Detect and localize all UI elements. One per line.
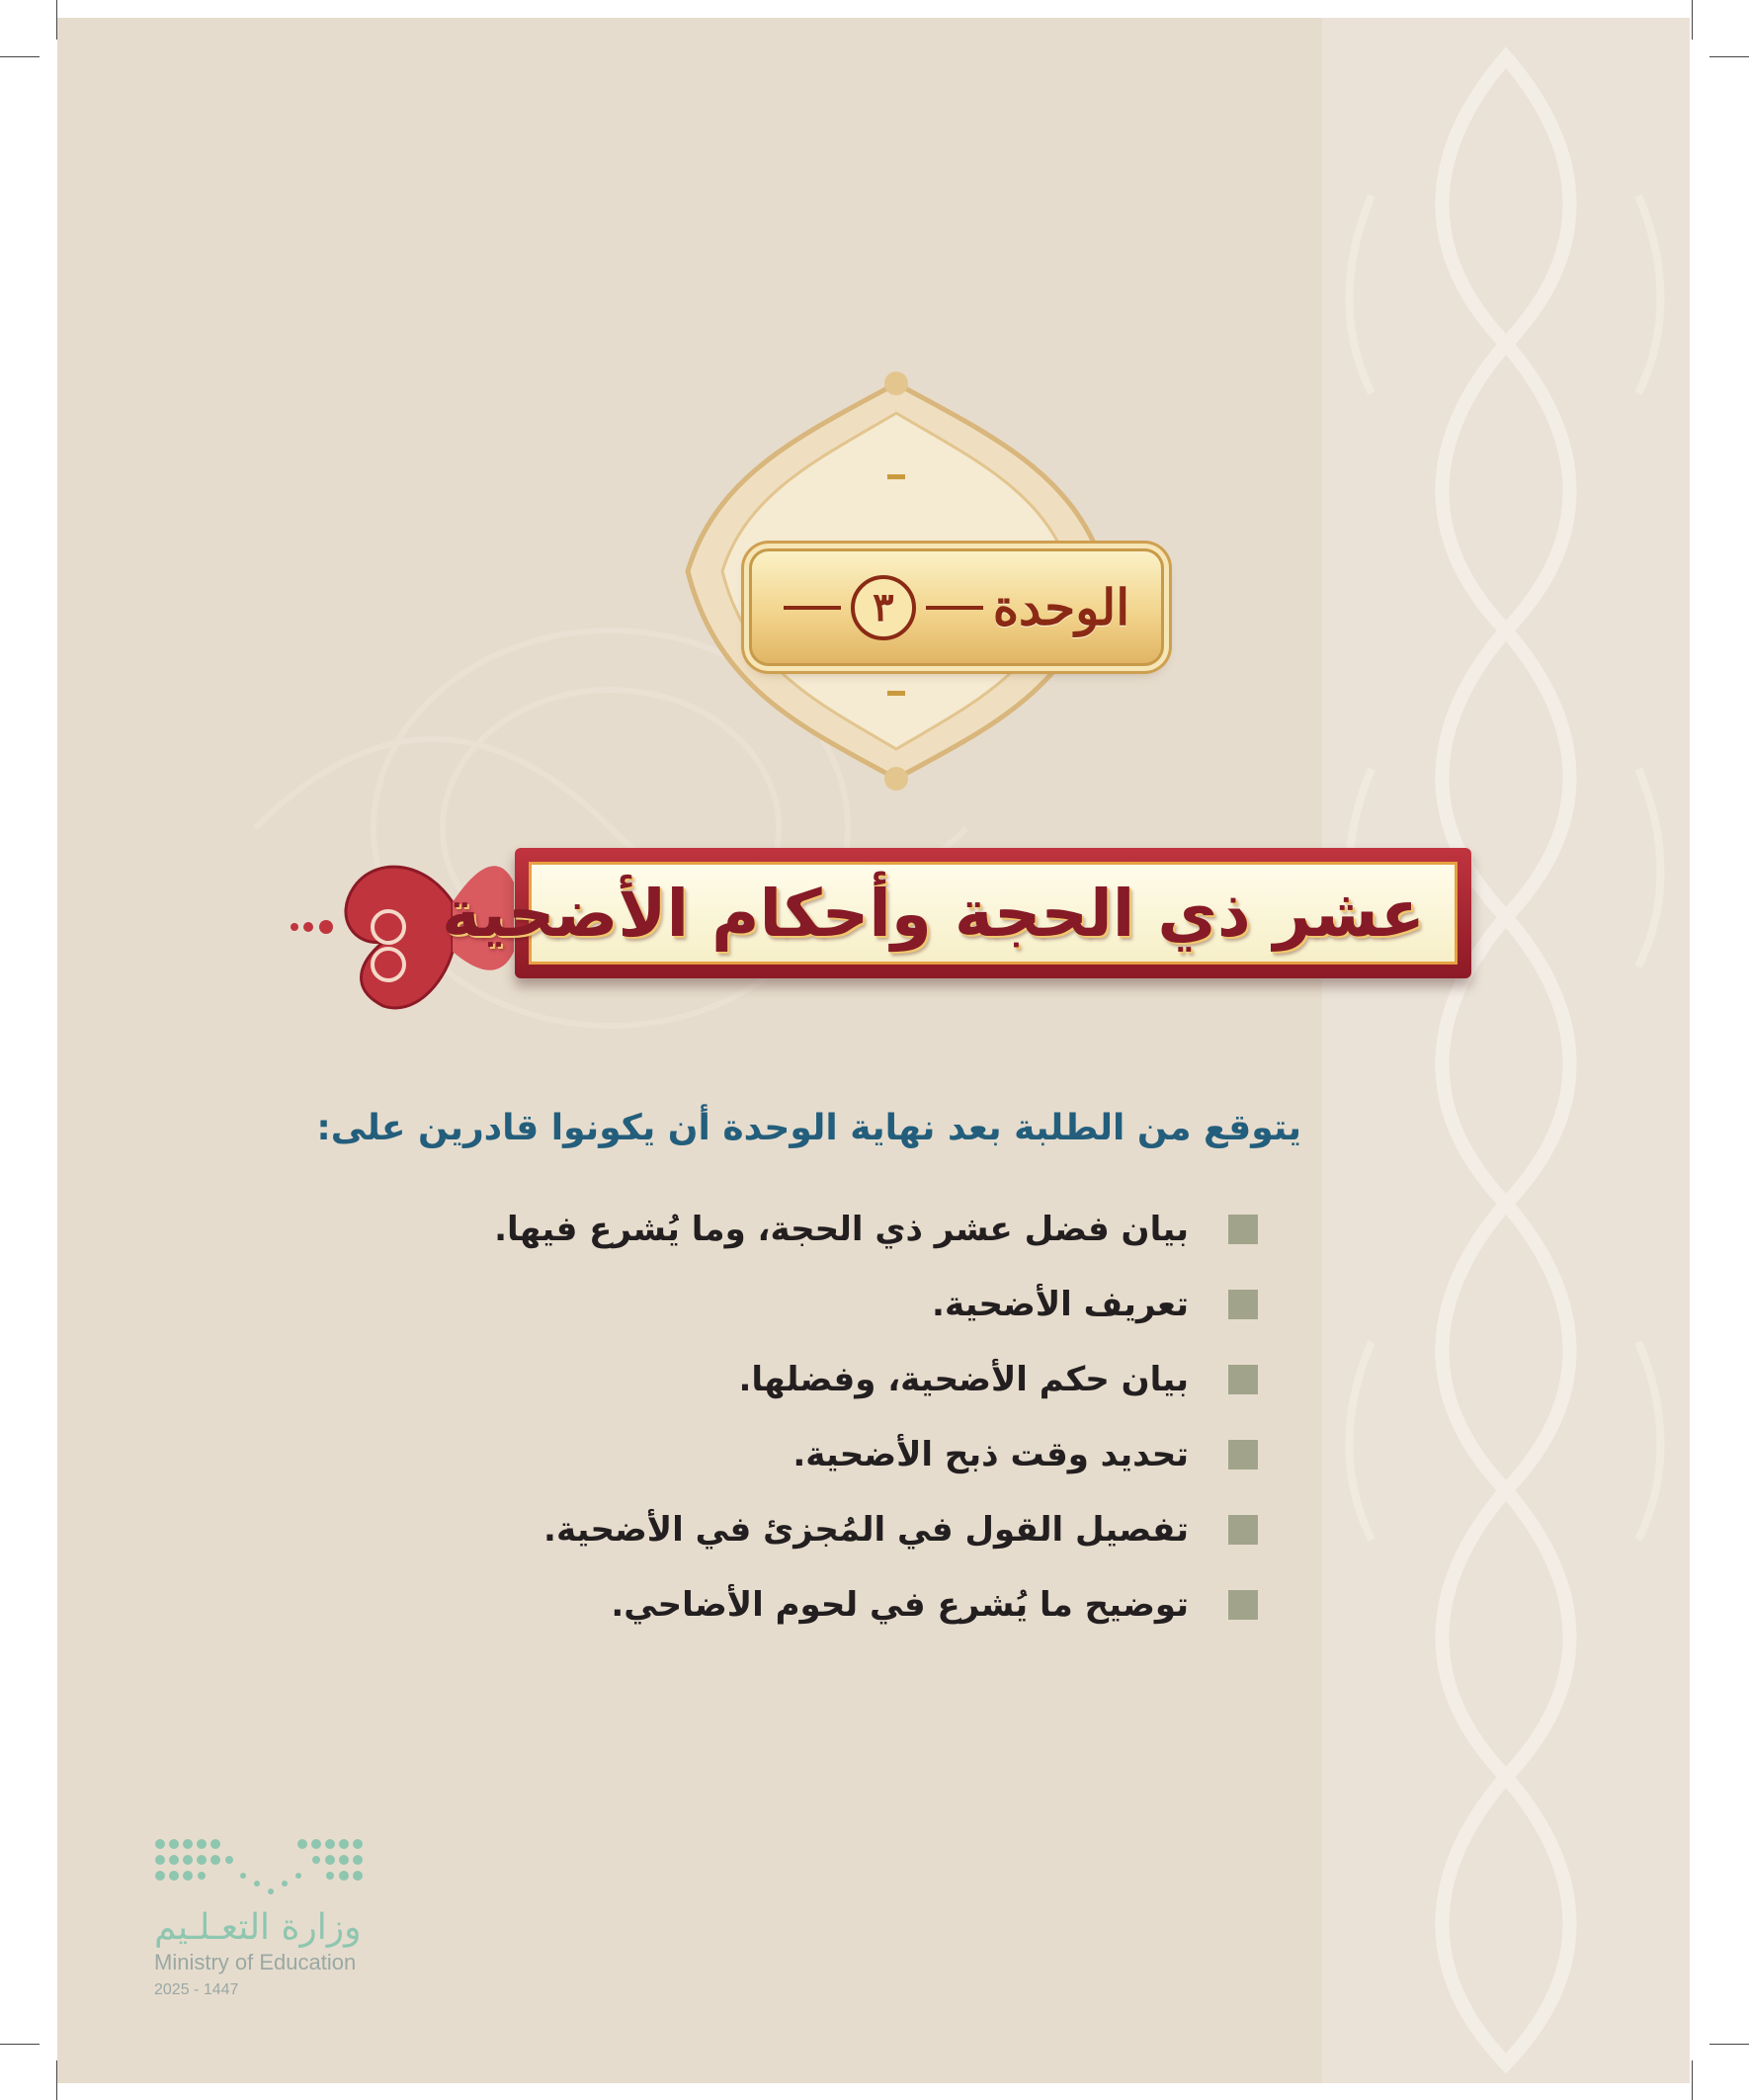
objective-text: تحديد وقت ذبح الأضحية. bbox=[792, 1435, 1189, 1474]
unit-word: الوحدة bbox=[992, 578, 1130, 636]
book-page bbox=[57, 18, 1690, 2083]
square-bullet-icon bbox=[1228, 1440, 1258, 1470]
unit-divider bbox=[784, 606, 841, 610]
ministry-name-english: Ministry of Education bbox=[154, 1950, 357, 1974]
unit-badge bbox=[749, 548, 1164, 666]
unit-label bbox=[784, 575, 1129, 640]
objective-text: بيان فضل عشر ذي الحجة، وما يُشرع فيها. bbox=[494, 1210, 1189, 1249]
crop-mark bbox=[1709, 2044, 1749, 2045]
ministry-logo-dots-icon bbox=[154, 1838, 364, 1899]
objective-item bbox=[494, 1417, 1258, 1492]
objective-text: بيان حكم الأضحية، وفضلها. bbox=[738, 1360, 1189, 1399]
square-bullet-icon bbox=[1228, 1365, 1258, 1394]
objective-text: توضيح ما يُشرع في لحوم الأضاحي. bbox=[611, 1585, 1189, 1625]
objectives-intro: يتوقع من الطلبة بعد نهاية الوحدة أن يكونوا قادرين على: bbox=[316, 1108, 1301, 1148]
objective-text: تفصيل القول في المُجزئ في الأضحية. bbox=[543, 1510, 1189, 1550]
crop-mark bbox=[1692, 2060, 1693, 2100]
square-bullet-icon bbox=[1228, 1290, 1258, 1319]
objective-item bbox=[494, 1492, 1258, 1567]
objective-item bbox=[494, 1192, 1258, 1267]
crop-mark bbox=[0, 56, 40, 57]
unit-title-plate bbox=[442, 862, 1458, 965]
objective-item bbox=[494, 1267, 1258, 1342]
square-bullet-icon bbox=[1228, 1515, 1258, 1545]
crop-mark bbox=[1692, 0, 1693, 40]
objective-item bbox=[494, 1342, 1258, 1417]
ministry-logo bbox=[154, 1838, 381, 1999]
unit-divider bbox=[926, 606, 983, 610]
square-bullet-icon bbox=[1228, 1215, 1258, 1244]
ministry-year: 2025 - 1447 bbox=[154, 1981, 239, 1998]
objective-item bbox=[494, 1567, 1258, 1642]
square-bullet-icon bbox=[1228, 1590, 1258, 1620]
unit-number: ٣ bbox=[851, 575, 916, 640]
crop-mark bbox=[1709, 56, 1749, 57]
objective-text: تعريف الأضحية. bbox=[932, 1285, 1189, 1324]
ministry-name-arabic: وزارة التعـلـيم bbox=[154, 1907, 362, 1948]
arabesque-background bbox=[57, 18, 1690, 2083]
objectives-list bbox=[494, 1192, 1258, 1642]
unit-title: عشر ذي الحجة وأحكام الأضحية bbox=[442, 875, 1425, 952]
crop-mark bbox=[0, 2044, 40, 2045]
unit-title-banner bbox=[442, 848, 1471, 978]
